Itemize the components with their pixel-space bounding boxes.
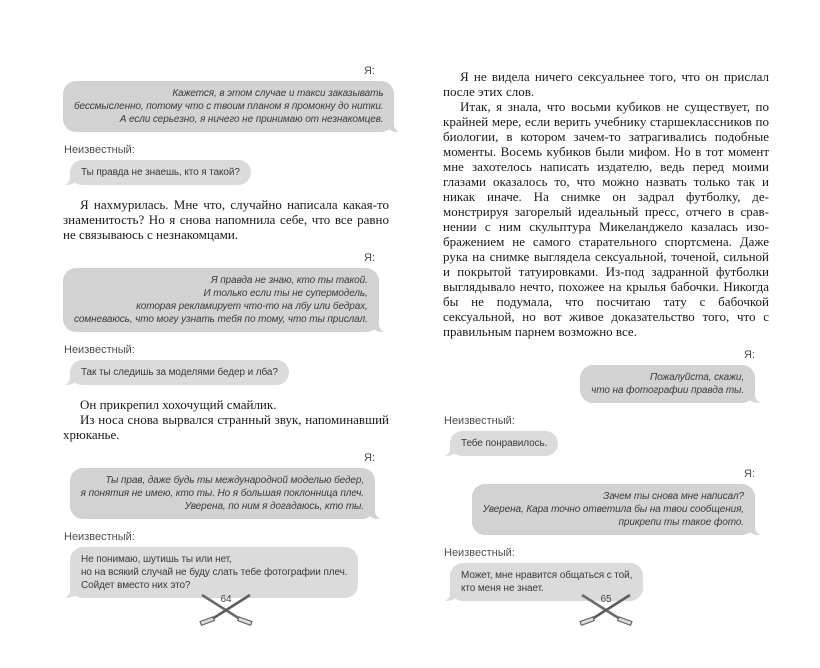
bubble-line: я понятия не имею, кто ты. Но я большая поклонница плеч.: [80, 488, 364, 499]
bubble-line: кто меня не знает.: [461, 583, 544, 594]
sender-label: Неизвестный:: [444, 547, 515, 559]
bubble-line: Кажется, в этом случае и такси заказывать: [172, 88, 384, 99]
page-number: 64: [220, 594, 232, 605]
bubble-line: Я правда не знаю, кто ты такой.: [210, 275, 368, 286]
page-left: [63, 57, 389, 657]
narrative-paragraph: Итак, я знала, что восьми кубиков не существует, по крайней мере, если верить учебнику старшеклассников по биологии, в котором зачем-то затрагивались подобные моменты. Восемь кубиков были мифом. Но в тот момент мне захотелось написать издателю, ведь перед моими глазами оказалось то, что можно назвать только так и никак иначе. На снимке он задрал футболку, демонстрируя загорелый идеальный пресс, отчего в сравнении с ним скульптура Микеланджело казалась изображением не самого старательного спортсмена. Даже рука на снимке выглядела сексуальной, точеной, сильной и покрытой татуировками. Из-под задранной футболки выглядывало нечто, похожее на крылья бабочки. Никогда бы не подумала, что посчитаю тату с бабочкой сексуальной, но вот живое доказательство того, что с правильным парнем возможно все.: [443, 99, 769, 339]
chat-message: [63, 144, 389, 185]
chat-message: [443, 415, 769, 456]
page-number: 65: [600, 594, 612, 605]
bubble-line: Может, мне нравится общаться с той,: [461, 570, 633, 581]
sender-label: Неизвестный:: [444, 415, 515, 427]
chat-bubble: [63, 81, 394, 132]
sender-label: Я:: [364, 252, 375, 264]
bubble-line: но на всякий случай не буду слать тебе фотографии плеч.: [81, 567, 348, 578]
sender-label: Неизвестный:: [64, 531, 135, 543]
narrative-paragraph: Я не видела ничего сексуальнее того, что он прислал после этих слов.: [443, 69, 769, 99]
narrative-block: [63, 397, 389, 442]
sender-label: Я:: [744, 349, 755, 361]
page-footer: [63, 594, 389, 628]
bubble-line: Уверена, по ним я догадаюсь, кто ты.: [184, 501, 364, 512]
bubble-line: Ты правда не знаешь, кто я такой?: [81, 167, 240, 178]
bubble-line: что на фотографии правда ты.: [591, 385, 744, 396]
bubble-line: Тебе понравилось.: [461, 438, 548, 449]
narrative-paragraph: Из носа снова вырвался странный звук, напоминавший хрюканье.: [63, 412, 389, 442]
chat-bubble: [70, 547, 358, 598]
chat-message: [443, 468, 769, 535]
bubble-line: Не понимаю, шутишь ты или нет,: [81, 554, 232, 565]
bubble-line: сомневаюсь, что могу узнать тебя по тому, что ты прислал.: [74, 314, 368, 325]
chat-message: [63, 252, 389, 332]
narrative-paragraph: Он прикрепил хохочущий смайлик.: [80, 397, 277, 412]
bubble-line: Ты прав, даже будь ты международной моделью бедер,: [105, 475, 364, 486]
page-right: [443, 57, 769, 657]
chat-bubble: [70, 468, 375, 519]
chat-bubble: [63, 268, 379, 332]
bubble-line: Сойдет вместо них это?: [81, 580, 191, 591]
bubble-line: которая рекламирует что-то на лбу или бедрах,: [136, 301, 368, 312]
bubble-line: А если серьезно, я ничего не принимаю от незнакомцев.: [119, 114, 384, 125]
sender-label: Я:: [364, 65, 375, 77]
chat-bubble: [70, 160, 251, 185]
bubble-line: Пожалуйста, скажи,: [649, 372, 744, 383]
bubble-line: Зачем ты снова мне написал?: [603, 491, 744, 502]
chat-bubble: [472, 484, 755, 535]
chat-bubble: [450, 431, 558, 456]
chat-message: [443, 349, 769, 403]
page-footer: [443, 594, 769, 628]
sender-label: Неизвестный:: [64, 344, 135, 356]
chat-message: [63, 344, 389, 385]
bubble-line: Уверена, Кара точно ответила бы на твои сообщения,: [482, 504, 744, 515]
chat-message: [63, 65, 389, 132]
chat-bubble: [70, 360, 289, 385]
bubble-line: И только если ты не супермодель,: [203, 288, 368, 299]
bubble-line: прикрепи ты такое фото.: [618, 517, 744, 528]
chat-message: [63, 531, 389, 598]
chat-message: [63, 452, 389, 519]
narrative-block: [443, 69, 769, 339]
sender-label: Я:: [744, 468, 755, 480]
narrative-paragraph: Я нахмурилась. Мне что, случайно написала какая-то знаменитость? Но я снова напомнила себе, что все равно не связываюсь с незнакомцами.: [63, 197, 389, 242]
chat-bubble: [580, 365, 755, 403]
narrative-block: [63, 197, 389, 242]
bubble-line: бессмысленно, потому что с твоим планом я промокну до нитки.: [74, 101, 384, 112]
sender-label: Неизвестный:: [64, 144, 135, 156]
bubble-line: Так ты следишь за моделями бедер и лба?: [81, 367, 278, 378]
sender-label: Я:: [364, 452, 375, 464]
